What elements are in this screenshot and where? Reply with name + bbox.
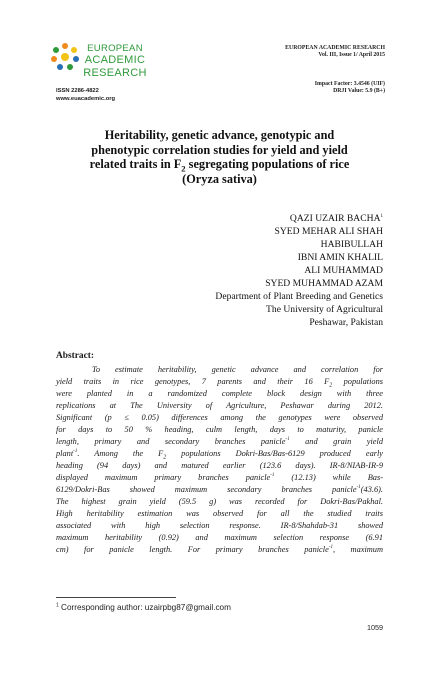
title-line-1: Heritability, genetic advance, genotypic and <box>104 128 335 142</box>
affiliation-university: The University of Agricultural <box>266 304 383 315</box>
abstract-line: To estimate heritability, genetic advance and correlation for <box>92 365 383 374</box>
author-2: SYED MEHAR ALI SHAH <box>274 226 383 237</box>
logo-line-academic: ACADEMIC <box>84 54 146 66</box>
abstract-line: heading (94 days) and matured earlier (123.6 days). IR-8/NIAB-IR-9 <box>56 461 383 470</box>
logo-line-european: EUROPEAN <box>87 43 143 54</box>
footnote-text: Corresponding author: uzairpbg87@gmail.com <box>58 603 231 612</box>
abstract-line: replications at The University of Agriculture, Peshawar during 2012. <box>56 401 383 410</box>
abstract-line: were planted in a randomized complete block design with three <box>56 389 383 398</box>
website: www.euacademic.org <box>56 96 116 102</box>
abstract-line: maximum heritability (0.92) and maximum selection response (6.91 <box>56 533 383 542</box>
footnote: $^1$ Corresponding author: uzairpbg87@gmail.com <box>56 602 231 612</box>
abstract-line: yield traits in rice genotypes, 7 parents and their 16 $F_2$ populations <box>56 377 383 389</box>
journal-name: EUROPEAN ACADEMIC RESEARCH <box>285 45 385 51</box>
abstract-line: Significant (p ≤ 0.05) differences among the genotypes were observed <box>56 413 383 422</box>
abstract-line: cm) for panicle length. For primary branches panicle$^{-1}$, maximum <box>56 545 383 554</box>
abstract-line: for days to 50 % heading, culm length, days to maturity, panicle <box>56 425 383 434</box>
logo-line-research: RESEARCH <box>83 67 147 79</box>
footnote-divider <box>56 597 176 598</box>
author-6: SYED MUHAMMAD AZAM <box>265 278 383 289</box>
abstract-line: plant$^{-1}$. Among the $F_2$ populations Dokri-Bas/Bas-6129 produced early <box>56 449 384 461</box>
abstract-line: High heritability estimation was observed for all the studied traits <box>56 509 383 518</box>
journal-metrics <box>315 81 385 95</box>
abstract-line: 6129/Dokri-Bas showed maximum secondary branches panicle$^{-1}$(43.6). <box>56 485 383 494</box>
abstract-heading: Abstract: <box>56 351 95 361</box>
author-4: IBNI AMIN KHALIL <box>297 252 383 263</box>
author-1: QAZI UZAIR BACHA$^1$ <box>289 213 383 224</box>
abstract-line: The highest grain yield (59.5 g) was recorded for Dokri-Bas/Pakhal. <box>56 497 383 506</box>
author-5: ALI MUHAMMAD <box>304 265 383 276</box>
title-line-2: phenotypic correlation studies for yield and yield <box>91 142 348 157</box>
journal-header <box>285 45 385 59</box>
logo-emblem-icon <box>50 42 80 72</box>
abstract-line: length, primary and secondary branches panicle$^{-1}$ and grain yield <box>56 437 383 446</box>
abstract-line: displayed maximum primary branches panicle$^{-1}$ (12.13) while Bas- <box>56 473 383 482</box>
abstract-body <box>56 364 383 556</box>
drji-value: DRJI Value: 5.9 (B+) <box>333 88 385 94</box>
affiliation-city: Peshawar, Pakistan <box>309 317 383 328</box>
title-line-3: related traits in $F_2$ segregating populations of rice <box>89 157 350 174</box>
issn: ISSN 2286-4822 <box>56 88 99 94</box>
author-3: HABIBULLAH <box>320 239 383 250</box>
abstract-line: associated with high selection response. IR-8/Shahdab-31 showed <box>56 521 383 530</box>
page-number: 1059 <box>367 623 383 632</box>
journal-volume: Vol. III, Issue 1/ April 2015 <box>318 52 385 58</box>
affiliation-dept: Department of Plant Breeding and Genetics <box>215 291 383 302</box>
title-line-4: (Oryza sativa) <box>182 171 257 186</box>
paper-title <box>40 128 399 186</box>
impact-factor: Impact Factor: 3.4546 (UIF) <box>314 81 385 87</box>
author-block <box>215 212 383 329</box>
